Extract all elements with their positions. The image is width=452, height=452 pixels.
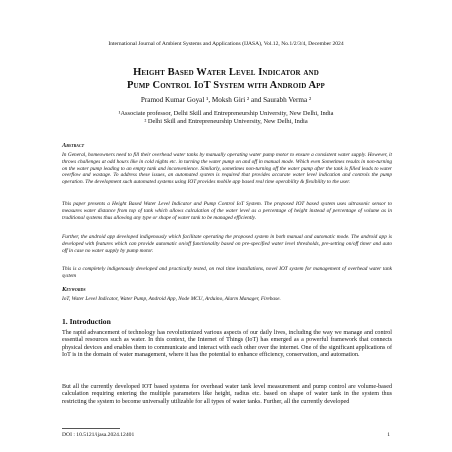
abstract-paragraph: This is a completely indigenously developed and practically tested, on real time installations, novel IOT system for management of overhead water tank system [62,266,392,279]
affiliation-1: ¹Associate professor, Delhi Skill and Entrepreneurship University, New Delhi, India [118,110,334,117]
doi-footer: DOI : 10.5121/ijasa.2024.12401 [62,432,135,438]
journal-header: International Journal of Ambient Systems and Applications (IJASA), Vol.12, No.1/2/3/4, December 2024 [108,41,344,47]
abstract-paragraph: In General, homeowners need to fill their overhead water tanks by manually operating water pump motor to ensure a consistent water supply. However, it throws challenges at odd hours like in cold nights etc. in turning the water pump on and off in manual mode. Which even Sometimes results in non-turning on the water pump leading to an empty tank and inconvenience. Similarly, sometimes non-turning off the water pump after the tank is filled leads to water overflow and wastage. To address these issues, an automated system is required that provides accurate water level indication and controls the pump operation. The development such automated systems using IOT provides mobile app based real time operability & flexibility to the user. [62,152,392,186]
footnote-divider [62,428,120,429]
body-paragraph: The rapid advancement of technology has revolutionized various aspects of our daily lives, including the way we manage and control essential resources such as water. In this context, the Internet of Things (IoT) has emerged as a powerful framework that connects physical devices and enables them to communicate and interact with each other over the internet. One of the significant applications of IoT is in the domain of water management, where it has the potential to enhance efficiency, conservation, and automation. [62,330,392,359]
abstract-paragraph: This paper presents a Height Based Water Level Indicator and Pump Control IoT System. The proposed IOT based system uses ultrasonic sensor to measures water distance from top of tank which allows calculation of the water level as a percentage of height instead of percentage of volume as in traditional systems thus allowing any type or shape of water tank to be managed efficiently. [62,201,392,221]
body-paragraph: But all the currently developed IOT based systems for overhead water tank level measurement and pump control are volume-based calculation requiring entering the multiple parameters like height, radius etc. based on shape of water tank in the system thus restricting the system to become universally utilizable for all types of water tanks. Further, all the currently developed [62,384,392,405]
abstract-heading: Abstract [62,142,85,149]
paper-title [40,66,412,92]
page-number: 1 [387,432,390,438]
keywords-list: IoT, Water Level Indicator, Water Pump, Android App, Node MCU, Arduino, Alarm Manager, Firebase. [62,296,281,302]
title-line-2: Pump Control IoT System with Android App [127,80,325,91]
title-line-1: Height Based Water Level Indicator and [133,67,319,78]
section-heading-introduction: 1. Introduction [62,317,111,326]
abstract-paragraph: Further, the android app developed indigenously which facilitate operating the proposed system in both manual and automatic mode. The android app is developed with features which can provide automatic on/off functionality based on pre-specified water level thresholds, pre-setting on/off timer and auto off in case no water supply by pump motor. [62,234,392,254]
keywords-heading: Keywords [62,286,86,293]
author-list: Pramod Kumar Goyal ¹, Moksh Giri ² and Saurabh Verma ² [140,96,312,104]
affiliation-2: ² Delhi Skill and Entrepreneurship University, New Delhi, India [144,118,308,125]
